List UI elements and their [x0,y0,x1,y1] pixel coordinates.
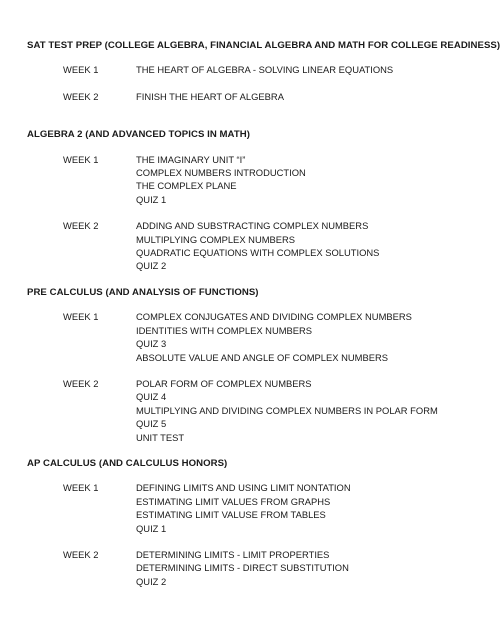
topic-item: IDENTITIES WITH COMPLEX NUMBERS [136,324,313,336]
topic-list [136,310,412,364]
section-ap-calculus [27,457,500,588]
week-row [27,219,500,273]
week-label: WEEK 1 [63,311,99,323]
topic-item: THE HEART OF ALGEBRA - SOLVING LINEAR EQUATIONS [136,64,394,76]
section-title: SAT TEST PREP (COLLEGE ALGEBRA, FINANCIAL ALGEBRA AND MATH FOR COLLEGE READINESS) [27,40,500,51]
week-row [27,481,500,535]
topic-list [136,90,284,103]
topic-item: ABSOLUTE VALUE AND ANGLE OF COMPLEX NUMBERS [136,351,388,363]
week-label: WEEK 2 [63,548,99,560]
week-label: WEEK 1 [63,153,99,165]
topic-item: ESTIMATING LIMIT VALUSE FROM TABLES [136,509,326,521]
section-title: ALGEBRA 2 (AND ADVANCED TOPICS IN MATH) [27,129,250,141]
section-title: AP CALCULUS (AND CALCULUS HONORS) [27,457,228,469]
week-row [27,90,500,103]
week-label: WEEK 2 [63,220,99,232]
topic-list [136,548,349,588]
topic-list [136,153,306,207]
topic-item: DEFINING LIMITS AND USING LIMIT NONTATION [136,482,351,494]
topic-list [136,377,438,444]
topic-item: QUADRATIC EQUATIONS WITH COMPLEX SOLUTIONS [136,247,380,259]
topic-item: COMPLEX NUMBERS INTRODUCTION [136,167,306,179]
week-label: WEEK 1 [63,64,99,76]
section-algebra-2 [27,128,500,273]
topic-item: QUIZ 5 [136,418,167,430]
topic-item: QUIZ 2 [136,575,167,587]
topic-item: POLAR FORM OF COMPLEX NUMBERS [136,377,312,389]
week-row [27,310,500,364]
topic-list [136,219,379,273]
week-row [27,377,500,444]
topic-item: COMPLEX CONJUGATES AND DIVIDING COMPLEX NUMBERS [136,311,412,323]
section-sat-test-prep [27,39,500,103]
topic-item: THE IMAGINARY UNIT “I” [136,153,246,165]
topic-item: FINISH THE HEART OF ALGEBRA [136,90,284,102]
topic-item: DETERMINING LIMITS - DIRECT SUBSTITUTION [136,562,349,574]
topic-list [136,481,351,535]
topic-item: ESTIMATING LIMIT VALUES FROM GRAPHS [136,495,331,507]
week-label: WEEK 1 [63,482,99,494]
topic-item: QUIZ 1 [136,193,167,205]
topic-item: DETERMINING LIMITS - LIMIT PROPERTIES [136,548,330,560]
week-row [27,63,500,76]
topic-item: MULTIPLYING COMPLEX NUMBERS [136,233,296,245]
topic-list [136,63,393,76]
topic-item: ADDING AND SUBSTRACTING COMPLEX NUMBERS [136,220,369,232]
week-row [27,153,500,207]
topic-item: UNIT TEST [136,431,185,443]
week-label: WEEK 2 [63,90,99,102]
topic-item: QUIZ 2 [136,260,167,272]
topic-item: QUIZ 4 [136,391,167,403]
topic-item: QUIZ 3 [136,338,167,350]
topic-item: THE COMPLEX PLANE [136,180,237,192]
section-title: PRE CALCULUS (AND ANALYSIS OF FUNCTIONS) [27,286,259,298]
topic-item: QUIZ 1 [136,522,167,534]
topic-item: MULTIPLYING AND DIVIDING COMPLEX NUMBERS IN POLAR FORM [136,404,438,416]
week-row [27,548,500,588]
week-label: WEEK 2 [63,377,99,389]
section-pre-calculus [27,286,500,444]
